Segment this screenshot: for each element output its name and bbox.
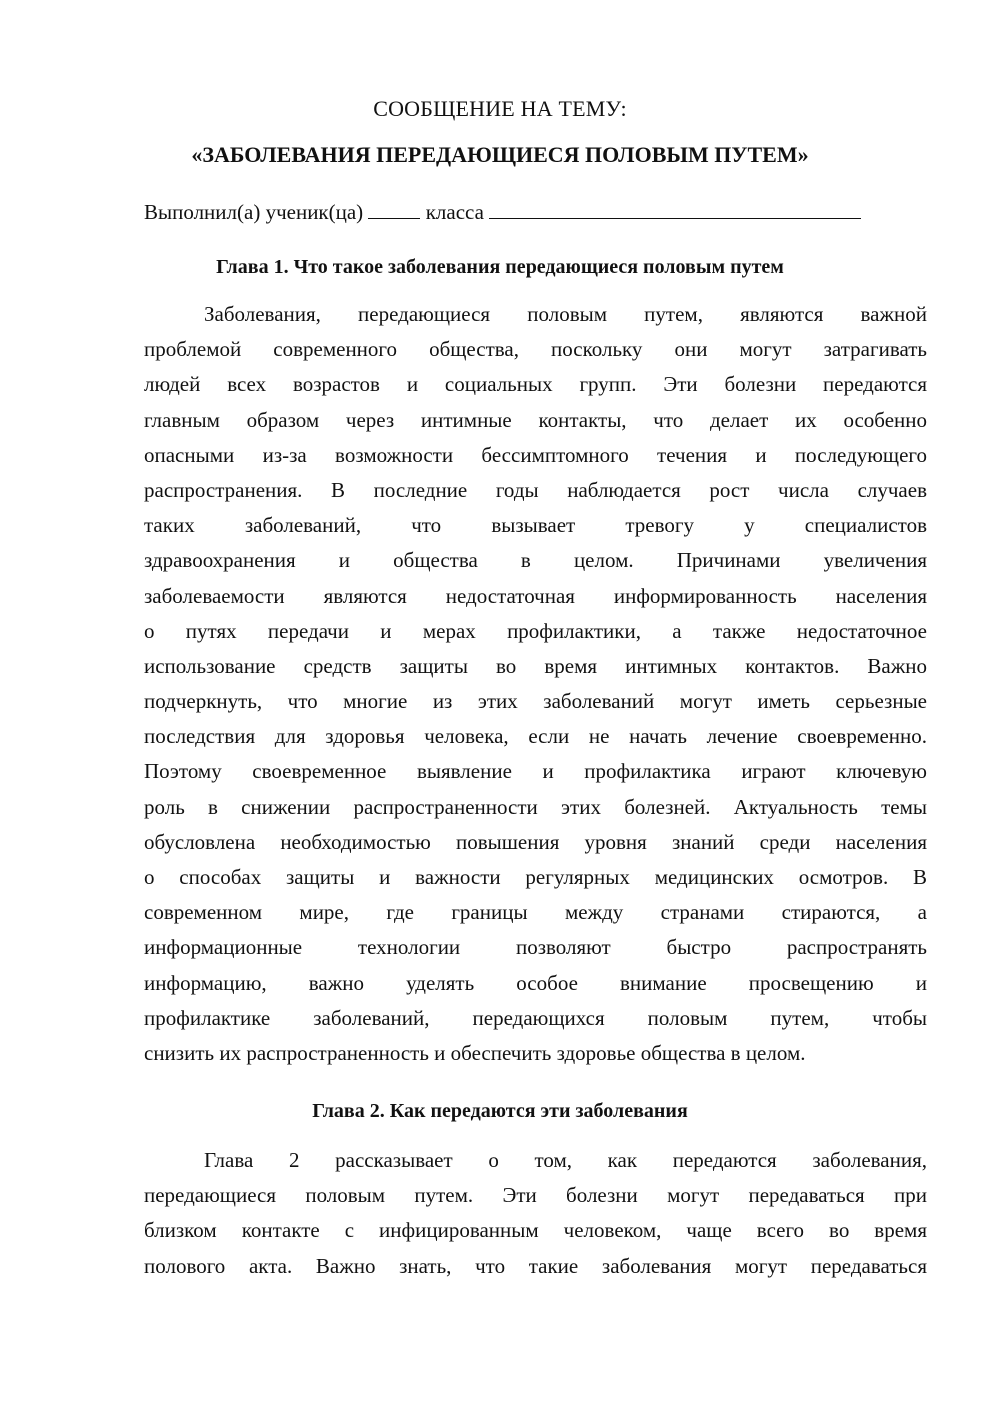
paragraph-line: о путях передачи и мерах профилактики, а также недостаточное [144, 618, 927, 643]
author-class-label: класса [425, 200, 484, 224]
paragraph-line: Заболевания, передающиеся половым путем, являются важной [204, 302, 927, 326]
name-blank-field[interactable] [489, 200, 861, 219]
paragraph-line: главным образом через интимные контакты, что делает их особенно [144, 407, 927, 432]
paragraph-line: Глава 2 рассказывает о том, как передаются заболевания, [204, 1148, 927, 1172]
paragraph-line: опасными из-за возможности бессимптомного течения и последующего [144, 442, 927, 467]
paragraph-line: распространения. В последние годы наблюдается рост числа случаев [144, 477, 927, 502]
author-line [144, 200, 934, 225]
document-title-line-1: СООБЩЕНИЕ НА ТЕМУ: [373, 96, 627, 121]
chapter-2-title: Глава 2. Как передаются эти заболевания [312, 1100, 688, 1122]
paragraph-line: таких заболеваний, что вызывает тревогу у специалистов [144, 513, 927, 538]
paragraph-line: близком контакте с инфицированным человеком, чаще всего во время [144, 1218, 927, 1243]
paragraph-line: информационные технологии позволяют быстро распространять [144, 935, 927, 960]
paragraph-line: о способах защиты и важности регулярных медицинских осмотров. В [144, 865, 927, 889]
paragraph-line: информацию, важно уделять особое внимание просвещению и [144, 970, 927, 995]
chapter-2-body [144, 1143, 927, 1284]
paragraph-line: передающиеся половым путем. Эти болезни могут передаваться при [144, 1183, 927, 1208]
paragraph-line: роль в снижении распространенности этих болезней. Актуальность темы [144, 794, 927, 819]
class-blank-field[interactable] [368, 200, 420, 219]
paragraph-line: использование средств защиты во время интимных контактов. Важно [144, 653, 927, 678]
paragraph-line: подчеркнуть, что многие из этих заболеваний могут иметь серьезные [144, 689, 927, 714]
paragraph-line: людей всех возрастов и социальных групп. Эти болезни передаются [144, 372, 927, 397]
paragraph-line: обусловлена необходимостью повышения уровня знаний среди населения [144, 829, 927, 854]
chapter-1-body [144, 297, 927, 1071]
paragraph-line: последствия для здоровья человека, если не начать лечение своевременно. [144, 724, 927, 749]
paragraph-line: профилактике заболеваний, передающихся половым путем, чтобы [144, 1005, 927, 1030]
paragraph-line: полового акта. Важно знать, что такие заболевания могут передаваться [144, 1253, 927, 1278]
paragraph-line: Поэтому своевременное выявление и профилактика играют ключевую [144, 759, 927, 784]
chapter-1-title: Глава 1. Что такое заболевания передающиеся половым путем [216, 256, 784, 278]
paragraph-line: снизить их распространенность и обеспечить здоровье общества в целом. [144, 1040, 806, 1065]
paragraph-line: проблемой современного общества, поскольку они могут затрагивать [144, 337, 927, 362]
paragraph-line: заболеваемости являются недостаточная информированность населения [144, 583, 927, 608]
paragraph-line: современном мире, где границы между странами стираются, а [144, 900, 927, 925]
author-prefix: Выполнил(а) ученик(ца) [144, 200, 364, 224]
paragraph-line: здравоохранения и общества в целом. Причинами увеличения [144, 548, 927, 573]
document-title-line-2: «ЗАБОЛЕВАНИЯ ПЕРЕДАЮЩИЕСЯ ПОЛОВЫМ ПУТЕМ» [191, 142, 809, 167]
